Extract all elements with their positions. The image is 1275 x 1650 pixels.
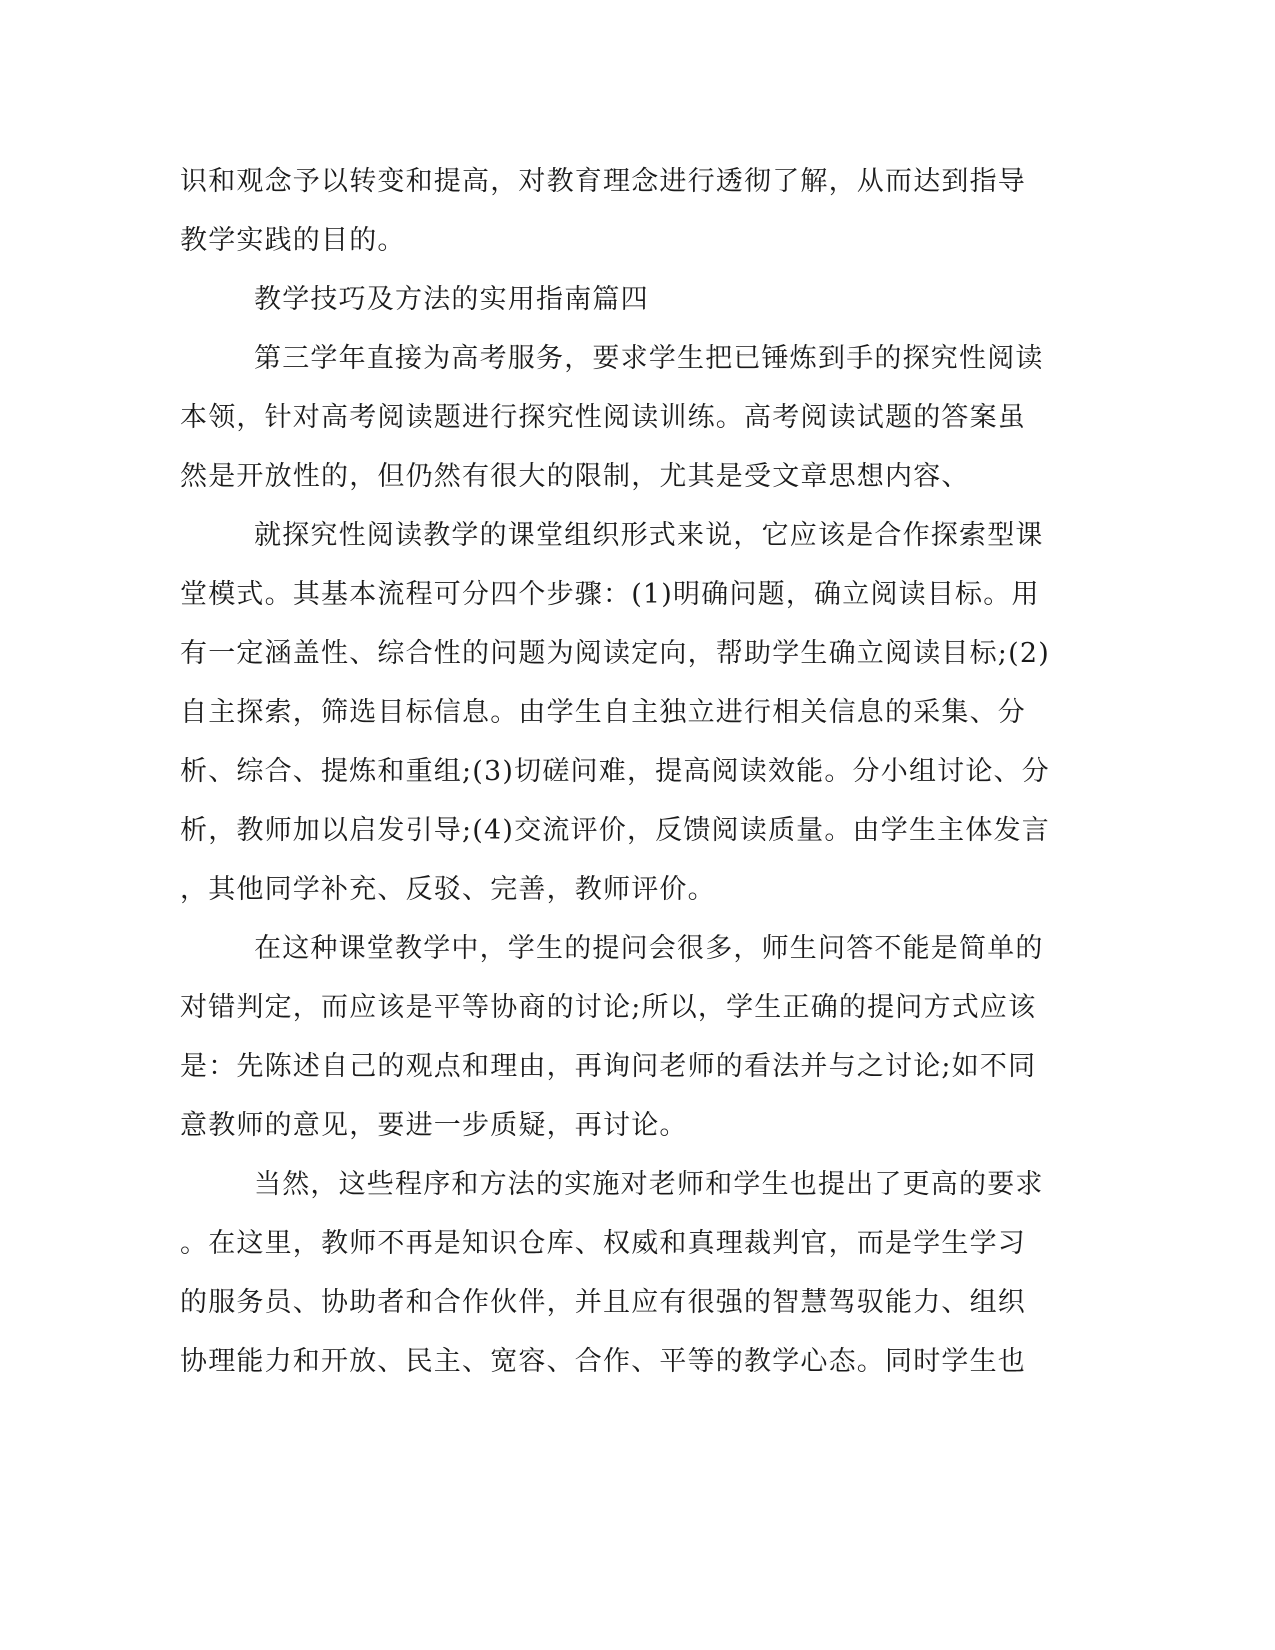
text-line: 识和观念予以转变和提高，对教育理念进行透彻了解，从而达到指导 [180, 166, 1026, 197]
text-line: 对错判定，而应该是平等协商的讨论;所以，学生正确的提问方式应该 [180, 992, 1037, 1023]
text-line: 意教师的意见，要进一步质疑，再讨论。 [180, 1110, 688, 1141]
text-line: 的服务员、协助者和合作伙伴，并且应有很强的智慧驾驭能力、组织 [180, 1287, 1026, 1318]
section-heading: 教学技巧及方法的实用指南篇四 [254, 284, 649, 315]
text-line: 析、综合、提炼和重组;(3)切磋问难，提高阅读效能。分小组讨论、分 [180, 756, 1050, 787]
text-line: 有一定涵盖性、综合性的问题为阅读定向，帮助学生确立阅读目标;(2) [180, 638, 1050, 669]
text-line: 。在这里，教师不再是知识仓库、权威和真理裁判官，而是学生学习 [180, 1228, 1026, 1259]
text-line: ，其他同学补充、反驳、完善，教师评价。 [180, 874, 716, 905]
text-line: 本领，针对高考阅读题进行探究性阅读训练。高考阅读试题的答案虽 [180, 402, 1026, 433]
text-line: 析，教师加以启发引导;(4)交流评价，反馈阅读质量。由学生主体发言 [180, 815, 1050, 846]
text-line: 教学实践的目的。 [180, 225, 406, 256]
text-line: 是：先陈述自己的观点和理由，再询问老师的看法并与之讨论;如不同 [180, 1051, 1037, 1082]
text-line: 堂模式。其基本流程可分四个步骤：(1)明确问题，确立阅读目标。用 [180, 579, 1040, 610]
text-line: 第三学年直接为高考服务，要求学生把已锤炼到手的探究性阅读 [254, 343, 1044, 374]
text-line: 在这种课堂教学中，学生的提问会很多，师生问答不能是简单的 [254, 933, 1044, 964]
text-line: 协理能力和开放、民主、宽容、合作、平等的教学心态。同时学生也 [180, 1346, 1026, 1377]
text-line: 然是开放性的，但仍然有很大的限制，尤其是受文章思想内容、 [180, 461, 970, 492]
document-page [180, 152, 1050, 1391]
text-line: 自主探索，筛选目标信息。由学生自主独立进行相关信息的采集、分 [180, 697, 1026, 728]
text-line: 当然，这些程序和方法的实施对老师和学生也提出了更高的要求 [254, 1169, 1044, 1200]
text-line: 就探究性阅读教学的课堂组织形式来说，它应该是合作探索型课 [254, 520, 1044, 551]
